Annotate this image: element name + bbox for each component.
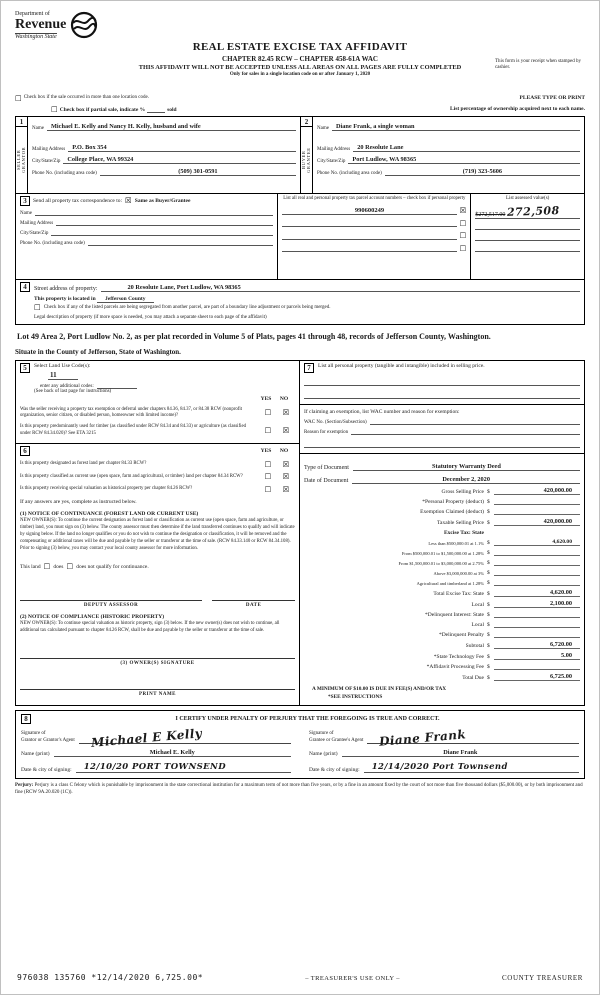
does-not-qualify-checkbox[interactable]: ☐ [66,562,74,572]
subtotal-value[interactable]: 6,720.00 [494,641,580,649]
gross-selling-price-row: Gross Selling Price $ 420,000.00 [304,487,580,495]
total-excise-state-value[interactable]: 4,620.00 [494,589,580,597]
personal-property-field[interactable] [304,386,580,399]
notice-compliance-body: NEW OWNER(S): To continue special valuation as historic property, sign (3) below. If the new owner(s) does not wish to continue, all additional tax calculated pursuant to chapter 84.26 RCW, shall be due and payable by the seller or transferor at the time of sale. [20,620,280,633]
document-date-value[interactable]: December 2, 2020 [352,476,580,484]
pre-party-row [15,95,585,113]
buyer-mailing-label: Mailing Address [317,147,351,152]
corr-phone-field[interactable] [88,240,273,246]
section-7-number: 7 [304,363,314,373]
section-4-number: 4 [20,282,30,292]
partial-sale-percent-field[interactable] [147,107,165,113]
buyer-csz-value[interactable]: Port Ludlow, WA 98365 [348,156,580,164]
personal-property-field[interactable] [304,373,580,386]
personal-property-deduct-row: *Personal Property (deduct) $ [304,498,580,505]
total-excise-local-row: Local $ 2,100.00 [304,600,580,608]
buyer-phone-label: Phone No. (including area code) [317,171,382,176]
delinquent-penalty-row: *Delinquent Penalty $ [304,631,580,638]
grantor-name-print-label: Name (print) [21,750,50,757]
parcel-number-value[interactable]: 990600249 [282,207,456,215]
parcel-personal-checkbox[interactable]: ☐ [459,231,467,241]
assessed-value-field[interactable] [475,230,580,241]
exemption-claimed-value[interactable] [494,508,580,515]
buyer-grantee-vertical-label: BUYER GRANTEE [301,147,311,173]
exemption-claimed-row: Exemption Claimed (deduct) $ [304,508,580,515]
excise-tier1-row: Less than $500,000.01 at 1.1% $ 4,620.00 [304,539,580,546]
partial-sale-label: Check box if partial sale, indicate % [59,107,146,113]
reason-exemption-field[interactable] [304,435,580,448]
parcel-row [282,232,466,240]
land-use-section [16,361,299,444]
buyer-phone-value[interactable]: (719) 323-5606 [385,168,580,176]
county-value[interactable]: Jefferson County [97,296,153,303]
corr-name-field[interactable] [35,210,273,216]
wac-number-label: WAC No. (Section/Subsection) [304,419,367,425]
exemption-intro: If claiming an exemption, list WAC number and reason for exemption: [304,408,460,415]
wac-number-field[interactable] [370,419,580,425]
corr-phone-label: Phone No. (including area code) [20,241,85,246]
yes-header: YES [260,447,272,454]
grantee-signature: Diane Frank [378,727,467,749]
s6-question-3: Is this property receiving special valuation as historical property per chapter 84.26 RCW? [20,486,193,492]
notice-compliance-title: (2) NOTICE OF COMPLIANCE (HISTORIC PROPERTY) [20,613,165,620]
grantee-name-print-label: Name (print) [309,750,338,757]
buyer-mailing-value[interactable]: 20 Resolute Lane [353,144,580,152]
parcel-personal-checkbox[interactable]: ☐ [459,218,467,228]
delinquent-interest-state-value[interactable] [494,611,580,618]
please-type-note: PLEASE TYPE OR PRINT [519,95,585,101]
located-in-label: This property is located in [34,296,96,302]
section-2-number: 2 [301,117,312,127]
parcel-personal-checkbox[interactable]: ☐ [459,243,467,253]
parcel-numbers-header: List all real and personal property tax parcel account numbers – check box if personal property [283,196,466,201]
document-type-label: Type of Document [304,464,349,471]
seller-csz-label: City/State/Zip [32,159,61,164]
excise-tier4-row: Above $3,000,000.00 at 3% $ [304,569,580,576]
does-qualify-checkbox[interactable]: ☐ [43,562,51,572]
s5-question-2: Is this property predominantly used for timber (as classified under RCW 84.34 and 84.33) or agriculture (as classified under RCW 84.34.020)? See ETA 3215 [20,424,246,436]
segregated-label: Check box if any of the listed parcels are being segregated from another parcel, are part of a boundary line adjustment or parcels being merged. [43,305,331,311]
section-5-number: 5 [20,363,30,373]
perjury-statement [15,783,585,797]
grantee-signature-line[interactable] [367,727,579,749]
total-excise-local-value[interactable]: 2,100.00 [494,600,580,608]
assessed-printed-value: $272,517.00 [475,212,506,218]
seller-mailing-label: Mailing Address [32,147,66,152]
excise-tier3-row: From $1,500,000.01 to $3,000,000.00 at 2.75% $ [304,559,580,566]
cashier-stamp: 976038 135760 *12/14/2020 6,725.00* [17,973,204,982]
multi-location-label: Check box if the sale occurred in more than one location code. [23,95,149,100]
property-address-section [15,280,585,325]
state-technology-fee-value[interactable]: 5.00 [494,652,580,660]
date-label: DATE [245,602,262,608]
grantor-date-city-label: Date & city of signing: [21,766,72,773]
s6-q2-no-checkbox[interactable]: ☒ [282,472,290,482]
dept-revenue-logo [15,11,99,40]
corr-name-label: Name [20,211,32,216]
corr-csz-label: City/State/Zip [20,231,49,236]
receipt-note: This form is your receipt when stamped by cashier. [495,59,581,71]
perjury-text: Perjury is a class C felony which is punishable by imprisonment in the state correctional institution for a maximum term of not more than five years, or by a fine in an amount fixed by the court of not more than five thousand dollars ($5,000.00), or by both imprisonment and fine (RCW 9A.20.020 (1C)). [15,782,583,795]
deputy-assessor-signature-line[interactable] [20,597,202,601]
seller-phone-label: Phone No. (including area code) [32,171,97,176]
assessed-handwritten-value: 272,508 [507,204,561,219]
multi-location-checkbox[interactable]: ☐ [15,94,22,103]
parcel-number-field[interactable] [282,220,456,227]
buyer-name-label: Name [317,126,329,131]
s5-q2-yes-checkbox[interactable]: ☐ [264,425,272,435]
notice-continuance-title: (1) NOTICE OF CONTINUANCE (FOREST LAND OR CURRENT USE) [20,511,199,518]
section-6-number: 6 [20,446,30,456]
personal-property-label: List all personal property (tangible and intangible) included in selling price. [318,362,485,369]
notice-continuance-body: NEW OWNER(S): To continue the current designation as forest land or classification as current use (open space, farm and agriculture, or timber) land, you must sign on (3) below. The county assessor must then determine if the land transferred continues to qualify and will indicate by signing below. If the land no longer qualifies or you do not wish to continue the designation or classification, it will be removed and the compensating or additional taxes will be due and payable by the seller or transferor at the time of sale. (RCW 84.33.140 or RCW 84.34.108). Prior to signing (3) below, you may contact your local county assessor for more information. [20,518,295,552]
tax-correspondence-section [15,194,585,280]
parcel-personal-checkbox[interactable]: ☒ [459,206,467,216]
yes-header: YES [260,395,272,402]
print-name-line[interactable] [20,686,295,690]
document-type-value[interactable]: Statutory Warranty Deed [353,463,580,471]
corr-mailing-label: Mailing Address [20,221,54,226]
s5-q1-no-checkbox[interactable]: ☒ [282,408,290,418]
parcel-number-field[interactable] [282,233,456,240]
additional-codes-field[interactable] [97,383,137,389]
seller-grantor-vertical-label: SELLER GRANTOR [16,146,26,174]
assessed-values-header: List assessed value(s) [506,196,550,201]
this-land-label: This land [20,563,41,570]
footer-row [15,973,585,984]
s5-q2-no-checkbox[interactable]: ☒ [282,425,290,435]
s6-q2-yes-checkbox[interactable]: ☐ [264,472,272,482]
assessed-value-field[interactable] [475,241,580,252]
s6-q3-no-checkbox[interactable]: ☒ [282,484,290,494]
land-use-label: Select Land Use Code(s): [34,362,91,369]
parcel-row [282,207,466,215]
selling-price-section [300,361,584,705]
excise-tier4-value[interactable] [494,569,580,576]
see-back-note: (See back of last page for instructions) [34,388,112,394]
parcel-row [282,220,466,228]
subtotal-row: Subtotal $ 6,720.00 [304,641,580,649]
excise-tier1-value[interactable]: 4,620.00 [494,539,580,546]
partial-sale-sold-label: sold [167,107,177,113]
section-1-number: 1 [16,117,27,127]
buyer-section [300,117,584,193]
agricultural-timberland-row: Agricultural and timberland at 1.28% $ [304,579,580,586]
certify-statement: I CERTIFY UNDER PENALTY OF PERJURY THAT THE FOREGOING IS TRUE AND CORRECT. [175,715,440,722]
taxable-selling-price-row: Taxable Selling Price $ 420,000.00 [304,518,580,526]
total-excise-state-row: Total Excise Tax: State $ 4,620.00 [304,589,580,597]
certification-section [15,710,585,779]
does-not-label: does not qualify for continuance. [76,563,149,570]
excise-tier2-row: From $500,000.01 to $1,500,000.00 at 1.28% $ [304,549,580,556]
no-header: NO [279,447,289,454]
s6-q3-yes-checkbox[interactable]: ☐ [264,484,272,494]
send-correspondence-label: Send all property tax correspondence to: [33,198,123,204]
grantor-date-city-value[interactable]: 12/10/20 PORT TOWNSEND [76,762,291,773]
seller-section [16,117,300,193]
seller-name-label: Name [32,126,44,131]
seller-name-value[interactable]: Michael E. Kelly and Nancy H. Kelly, husband and wife [47,123,296,131]
section-3-number: 3 [20,196,30,206]
delinquent-interest-local-value[interactable] [494,621,580,628]
minimum-due-note: A MINIMUM OF $10.00 IS DUE IN FEE(S) AND/OR TAX [312,685,447,692]
segregated-checkbox[interactable]: ☐ [34,303,41,312]
land-use-code-value[interactable]: 11 [48,371,78,380]
seller-phone-value[interactable]: (509) 301-0591 [100,168,296,176]
total-due-row: Total Due $ 6,725.00 [304,673,580,681]
main-columns [15,360,585,706]
corr-mailing-field[interactable] [56,220,273,226]
grantor-name-print-value[interactable]: Michael E. Kelly [54,749,291,757]
parties-row [15,116,585,194]
delinquent-penalty-value[interactable] [494,631,580,638]
total-due-value[interactable]: 6,725.00 [494,673,580,681]
ownership-note: List percentage of ownership acquired next to each name. [450,106,585,112]
no-header: NO [279,395,289,402]
logo-revenue-line: Revenue [15,17,67,32]
does-label: does [53,563,64,570]
see-instructions-note: *SEE INSTRUCTIONS [328,693,383,700]
same-as-buyer-checkbox[interactable]: ☒ [125,196,132,206]
owners-signature-label: (3) OWNER(S) SIGNATURE [120,660,195,666]
buyer-name-value[interactable]: Diane Frank, a single woman [332,123,580,131]
personal-property-deduct-value[interactable] [494,498,580,505]
affidavit-processing-fee-value[interactable] [494,663,580,670]
assessed-value-field[interactable] [475,219,580,230]
excise-tier2-value[interactable] [494,549,580,556]
deputy-assessor-label: DEPUTY ASSESSOR [83,602,139,608]
grantor-signature-label: Signature of Grantor or Grantor's Agent [21,731,75,743]
chapter-line: CHAPTER 82.45 RCW – CHAPTER 458-61A WAC [222,55,378,63]
print-name-label: PRINT NAME [139,691,176,697]
s6-question-1: Is this property designated as forest land per chapter 84.33 RCW? [20,461,147,467]
forest-land-section [16,444,299,705]
legal-description: Lot 49 Area 2, Port Ludlow No. 2, as per plat recorded in Volume 5 of Plats, pages 41 through 48, records of Jefferson County, Washington. [17,331,491,341]
additional-codes-label: enter any additional codes: [40,383,94,389]
agricultural-timberland-value[interactable] [494,579,580,586]
affidavit-processing-fee-row: *Affidavit Processing Fee $ [304,663,580,670]
treasurer-use-label: – TREASURER'S USE ONLY – [305,975,400,982]
same-as-buyer-label: Same as Buyer/Grantee [134,198,191,204]
buyer-csz-label: City/State/Zip [317,159,346,164]
header [15,9,585,93]
legal-description-label: Legal description of property (if more space is needed, you may attach a separate sheet to each page of the affidavit) [34,314,267,320]
parcel-row [282,245,466,253]
reason-exemption-label: Reason for exemption [304,429,349,435]
street-address-value[interactable]: 20 Resolute Lane, Port Ludlow, WA 98365 [101,284,580,292]
state-technology-fee-row: *State Technology Fee $ 5.00 [304,652,580,660]
only-for-sales-note: Only for sales in a single location code on or after January 1, 2020 [229,72,371,77]
corr-csz-field[interactable] [51,230,273,236]
situate-line: Situate in the County of Jefferson, State of Washington. [15,347,181,356]
s6-q1-yes-checkbox[interactable]: ☐ [264,459,272,469]
s6-question-2: Is this property classified as current use (open space, farm and agricultural, or timber) land per chapter 84.34 RCW? [20,473,243,479]
grantee-name-print-value[interactable]: Diane Frank [342,749,579,757]
s6-q1-no-checkbox[interactable]: ☒ [282,459,290,469]
grantor-signature-line[interactable] [79,726,291,750]
grantee-date-city-value[interactable]: 12/14/2020 Port Townsend [364,762,579,773]
if-yes-note: If any answers are yes, complete as instructed below. [20,499,137,506]
partial-sale-checkbox[interactable]: ☐ [51,104,58,114]
section-8-number: 8 [21,714,31,724]
grantee-date-city-label: Date & city of signing: [309,766,360,773]
s5-q1-yes-checkbox[interactable]: ☐ [264,408,272,418]
gross-selling-price-value[interactable]: 420,000.00 [494,487,580,495]
grantee-signature-label: Signature of Grantee or Grantee's Agent [309,731,364,743]
logo-state-line: Washington State [15,34,57,40]
s5-question-1: Was the seller receiving a property tax exemption or deferral under chapters 84.36, 84.37, or 84.38 RCW (nonprofit organization, senior citizen, or disabled person, homeowner with limited income)? [20,406,242,419]
delinquent-interest-state-row: *Delinquent Interest: State $ [304,611,580,618]
form-title: REAL ESTATE EXCISE TAX AFFIDAVIT [192,41,408,53]
street-address-label: Street address of property: [34,286,98,292]
excise-tier3-value[interactable] [494,559,580,566]
logo-dept-line: Department of [15,11,50,17]
document-date-label: Date of Document [304,477,349,484]
taxable-selling-price-value[interactable]: 420,000.00 [494,518,580,526]
owners-signature-line[interactable] [20,655,295,659]
deputy-date-line[interactable] [212,597,295,601]
delinquent-interest-local-row: Local $ [304,621,580,628]
county-treasurer-label: COUNTY TREASURER [502,974,583,982]
grantor-signature: Michael E Kelly [90,726,203,750]
perjury-label: Perjury: [15,782,34,788]
parcel-number-field[interactable] [282,245,456,252]
excise-tax-state-header-row: Excise Tax: State [443,529,484,536]
revenue-flag-icon [69,11,99,39]
seller-mailing-value[interactable]: P.O. Box 354 [68,144,296,152]
seller-csz-value[interactable]: College Place, WA 99324 [63,156,296,164]
warning-line: THIS AFFIDAVIT WILL NOT BE ACCEPTED UNLESS ALL AREAS ON ALL PAGES ARE FULLY COMPLETED [138,64,462,71]
